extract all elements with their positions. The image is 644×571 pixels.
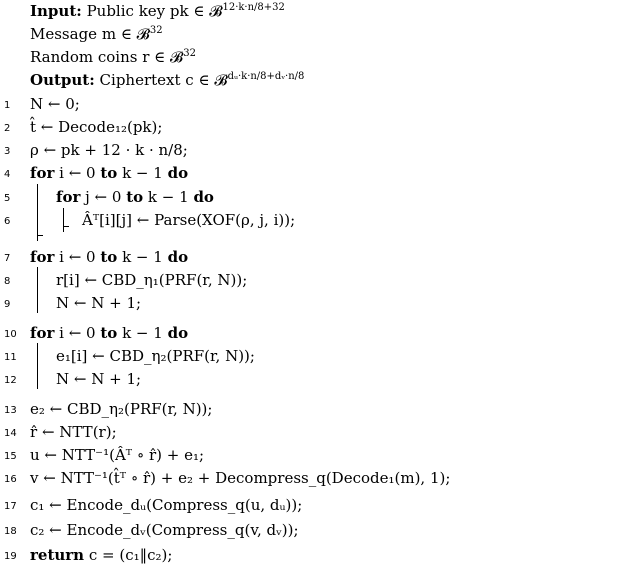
line-code: e₂ ← CBD_η₂(PRF(r, N));	[30, 400, 213, 418]
line-number: 18	[4, 526, 17, 537]
input-line	[30, 2, 285, 20]
line-code: v ← NTT⁻¹(t̂ᵀ ∘ r̂) + e₂ + Decompress_q(Decode₁(m), 1);	[30, 469, 451, 487]
message-text: Message m ∈ 𝓑	[30, 25, 150, 43]
block-rule	[37, 343, 38, 389]
line-code: N ← N + 1;	[56, 294, 142, 312]
message-line	[30, 25, 163, 43]
line-number: 5	[4, 193, 11, 204]
line-code: r[i] ← CBD_η₁(PRF(r, N));	[56, 271, 248, 289]
block-rule	[37, 267, 38, 313]
line-number: 3	[4, 146, 11, 157]
output-text: Ciphertext c ∈ 𝓑	[99, 71, 228, 89]
line-code: u ← NTT⁻¹(Âᵀ ∘ r̂) + e₁;	[30, 446, 205, 464]
line-code: e₁[i] ← CBD_η₂(PRF(r, N));	[56, 347, 255, 365]
output-keyword: Output:	[30, 71, 95, 89]
block-rule	[37, 184, 38, 241]
line-number: 19	[4, 551, 17, 562]
line-code: t̂ ← Decode₁₂(pk);	[30, 118, 163, 136]
line-code: for i ← 0 to k − 1 do	[30, 324, 189, 342]
output-line	[30, 71, 304, 89]
output-sup: dᵤ·k·n/8+dᵥ·n/8	[227, 71, 305, 82]
line-code: c₁ ← Encode_dᵤ(Compress_q(u, dᵤ));	[30, 496, 303, 514]
coins-line	[30, 48, 196, 66]
block-rule	[63, 208, 64, 232]
line-number: 11	[4, 352, 17, 363]
line-number: 14	[4, 428, 17, 439]
message-sup: 32	[149, 25, 163, 36]
line-code: for j ← 0 to k − 1 do	[56, 188, 214, 206]
line-code: N ← 0;	[30, 95, 80, 113]
line-code: for i ← 0 to k − 1 do	[30, 164, 189, 182]
input-keyword: Input:	[30, 2, 82, 20]
line-number: 2	[4, 123, 11, 134]
coins-sup: 32	[183, 48, 196, 59]
line-number: 4	[4, 169, 11, 180]
line-number: 7	[4, 253, 11, 264]
line-code: for i ← 0 to k − 1 do	[30, 248, 189, 266]
line-number: 16	[4, 474, 17, 485]
input-text: Public key pk ∈ 𝓑	[86, 2, 223, 20]
line-number: 8	[4, 276, 11, 287]
line-number: 10	[4, 329, 17, 340]
line-code: return c = (c₁‖c₂);	[30, 546, 173, 564]
line-number: 1	[4, 100, 11, 111]
input-sup: 12·k·n/8+32	[222, 2, 285, 13]
line-number: 12	[4, 375, 17, 386]
line-code: r̂ ← NTT(r);	[30, 423, 117, 441]
block-rule-end	[37, 235, 43, 236]
line-number: 9	[4, 299, 11, 310]
line-number: 13	[4, 405, 17, 416]
line-code: ρ ← pk + 12 · k · n/8;	[30, 141, 188, 159]
coins-text: Random coins r ∈ 𝓑	[30, 48, 184, 66]
line-code: c₂ ← Encode_dᵥ(Compress_q(v, dᵥ));	[30, 521, 299, 539]
line-number: 17	[4, 501, 17, 512]
line-code: N ← N + 1;	[56, 370, 142, 388]
line-number: 6	[4, 216, 11, 227]
line-code: Âᵀ[i][j] ← Parse(XOF(ρ, j, i));	[82, 211, 296, 229]
block-rule-end	[63, 226, 69, 227]
line-number: 15	[4, 451, 17, 462]
